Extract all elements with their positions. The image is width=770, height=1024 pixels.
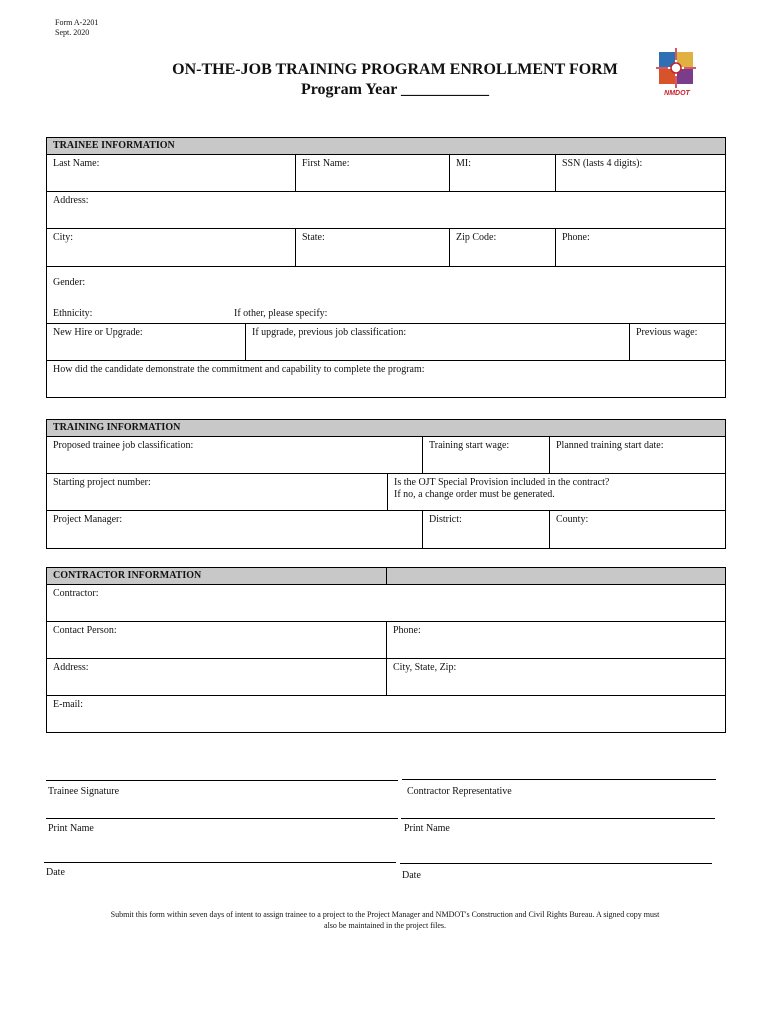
gender-field[interactable]: Gender: <box>53 277 86 288</box>
form-id: Form A-2201 <box>55 18 99 27</box>
hire-row <box>47 324 725 361</box>
instructions-line-1: Submit this form within seven days of intent to assign trainee to a project to the Project Manager and NMDOT's Construction and Civil Rights Bureau. A signed copy must <box>110 910 660 919</box>
zia-sun-icon <box>655 46 699 96</box>
training-section <box>46 419 726 549</box>
other-ethnicity-field[interactable]: If other, please specify: <box>234 308 328 319</box>
district-field[interactable]: District: <box>422 511 549 548</box>
logo-text: NMDOT <box>664 90 690 96</box>
trainee-header: TRAINEE INFORMATION <box>47 138 725 155</box>
contractor-field[interactable]: Contractor: <box>53 588 99 599</box>
ethnicity-field[interactable]: Ethnicity: <box>53 308 93 319</box>
form-title-block <box>120 60 670 100</box>
previous-wage-field[interactable]: Previous wage: <box>629 324 727 360</box>
form-number <box>55 18 98 38</box>
classification-row <box>47 437 725 474</box>
project-manager-field[interactable]: Project Manager: <box>53 514 123 525</box>
new-hire-field[interactable]: New Hire or Upgrade: <box>53 327 143 338</box>
date-right-line[interactable] <box>400 863 712 864</box>
contractor-section <box>46 567 726 733</box>
email-field[interactable]: E-mail: <box>53 699 83 710</box>
ojt-provision-field[interactable] <box>387 474 727 510</box>
ojt-question: Is the OJT Special Provision included in the contract? <box>394 477 610 488</box>
previous-classification-field[interactable]: If upgrade, previous job classification: <box>245 324 629 360</box>
gender-ethnicity-row <box>47 267 725 324</box>
program-year-line: Program Year ___________ <box>300 81 490 98</box>
header-divider <box>386 568 387 584</box>
address-row <box>47 192 725 229</box>
zip-field[interactable]: Zip Code: <box>449 229 555 266</box>
commitment-row <box>47 361 725 397</box>
address-field[interactable]: Address: <box>53 195 89 206</box>
date-left-line[interactable] <box>44 862 396 863</box>
print-name-right-line[interactable] <box>401 818 715 819</box>
email-row <box>47 696 725 732</box>
contractor-row <box>47 585 725 622</box>
phone-field[interactable]: Phone: <box>555 229 727 266</box>
contractor-rep-label: Contractor Representative <box>407 786 512 797</box>
manager-row <box>47 511 725 548</box>
ojt-note: If no, a change order must be generated. <box>394 489 555 500</box>
project-row <box>47 474 725 511</box>
city-field[interactable]: City: <box>53 232 74 243</box>
project-number-field[interactable]: Starting project number: <box>53 477 151 488</box>
form-date: Sept. 2020 <box>55 28 90 37</box>
city-row <box>47 229 725 267</box>
trainee-section <box>46 137 726 398</box>
contractor-rep-line[interactable] <box>402 779 716 780</box>
contractor-header-label: CONTRACTOR INFORMATION <box>53 570 202 581</box>
start-wage-field[interactable]: Training start wage: <box>422 437 549 473</box>
date-left-label: Date <box>46 867 65 878</box>
instructions-line-2: also be maintained in the project files. <box>324 921 446 930</box>
contractor-header <box>47 568 725 585</box>
date-right-label: Date <box>402 870 421 881</box>
first-name-field[interactable]: First Name: <box>295 155 449 191</box>
mi-field[interactable]: MI: <box>449 155 555 191</box>
print-name-right-label: Print Name <box>404 823 450 834</box>
contractor-phone-field[interactable]: Phone: <box>386 622 727 658</box>
trainee-signature-line[interactable] <box>46 780 398 781</box>
print-name-left-label: Print Name <box>48 823 94 834</box>
ssn-field[interactable]: SSN (lasts 4 digits): <box>555 155 727 191</box>
nmdot-logo <box>655 46 699 96</box>
form-title: ON-THE-JOB TRAINING PROGRAM ENROLLMENT FORM <box>172 61 618 78</box>
print-name-left-line[interactable] <box>46 818 398 819</box>
state-field[interactable]: State: <box>295 229 449 266</box>
training-header: TRAINING INFORMATION <box>47 420 725 437</box>
commitment-field[interactable]: How did the candidate demonstrate the commitment and capability to complete the program: <box>53 364 425 375</box>
contact-row <box>47 622 725 659</box>
contractor-address-field[interactable]: Address: <box>53 662 89 673</box>
contact-person-field[interactable]: Contact Person: <box>53 625 117 636</box>
city-state-zip-field[interactable]: City, State, Zip: <box>386 659 727 695</box>
submission-instructions <box>70 909 700 931</box>
start-date-field[interactable]: Planned training start date: <box>549 437 727 473</box>
proposed-classification-field[interactable]: Proposed trainee job classification: <box>53 440 194 451</box>
last-name-field[interactable]: Last Name: <box>53 158 100 169</box>
contractor-address-row <box>47 659 725 696</box>
county-field[interactable]: County: <box>549 511 727 548</box>
name-row <box>47 155 725 192</box>
trainee-signature-label: Trainee Signature <box>48 786 120 797</box>
